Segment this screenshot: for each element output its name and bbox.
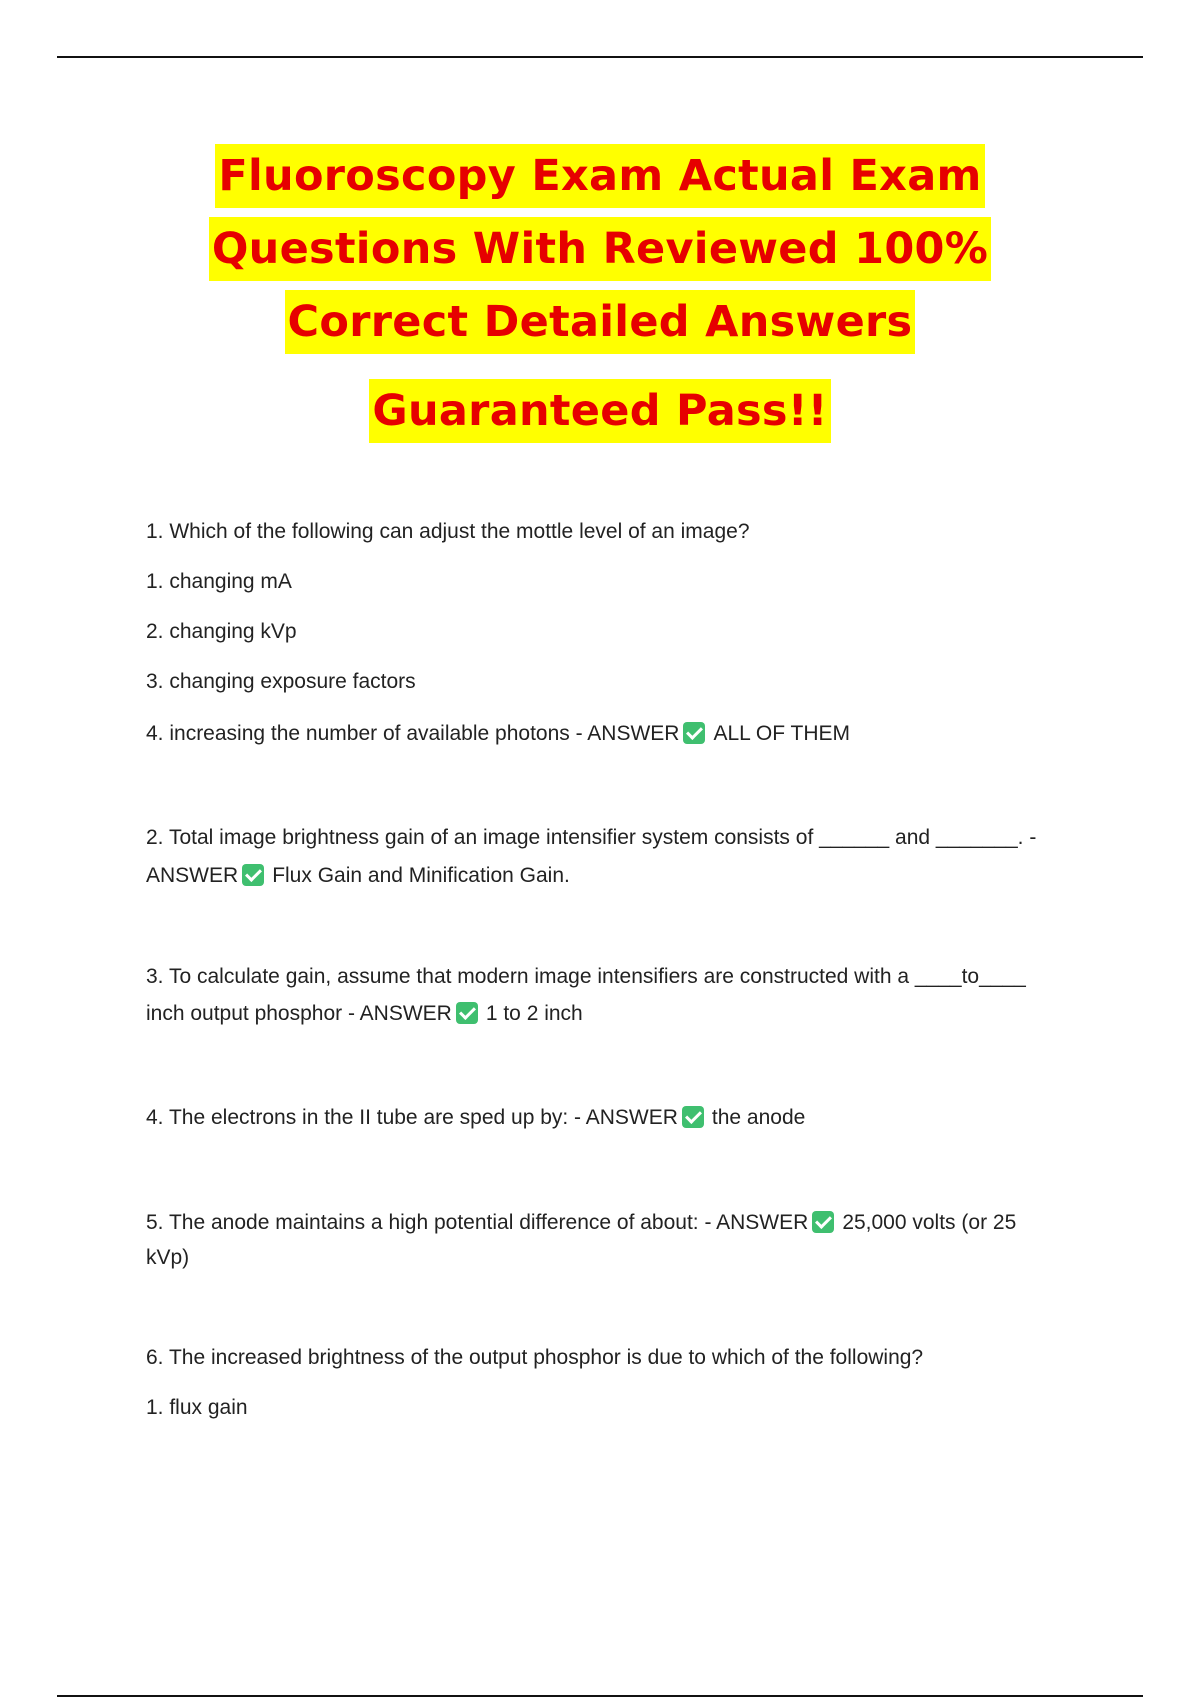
q2-question: 2. Total image brightness gain of an image intensifier system consists of ______ and _______. - <box>146 826 1037 849</box>
q2-answer-prefix: ANSWER <box>146 864 239 887</box>
q5-answer-cont: kVp) <box>146 1246 190 1269</box>
checkmark-icon <box>456 1002 478 1024</box>
q3-answer-line <box>146 1002 583 1026</box>
q5-answer: 25,000 volts (or 25 <box>842 1211 1017 1234</box>
q2-answer: Flux Gain and Minification Gain. <box>272 864 570 887</box>
title-line-1: Fluoroscopy Exam Actual Exam <box>215 144 984 208</box>
q1-option-2: 2. changing kVp <box>146 620 297 643</box>
q5-answer-line <box>146 1211 1016 1235</box>
q6-option-1: 1. flux gain <box>146 1396 248 1419</box>
q1-option-3: 3. changing exposure factors <box>146 670 416 693</box>
q1-answer-line <box>146 722 850 746</box>
q1-option-4: 4. increasing the number of available photons - ANSWER <box>146 722 680 745</box>
q6-question: 6. The increased brightness of the output phosphor is due to which of the following? <box>146 1346 924 1369</box>
top-rule <box>57 56 1143 58</box>
checkmark-icon <box>682 1106 704 1128</box>
q3-question-cont: inch output phosphor - ANSWER <box>146 1002 452 1025</box>
q4-answer: the anode <box>711 1106 806 1129</box>
checkmark-icon <box>683 722 705 744</box>
title-line-2: Questions With Reviewed 100% <box>209 217 991 281</box>
q4-question: 4. The electrons in the II tube are sped up by: - ANSWER <box>146 1106 678 1129</box>
q4-answer-line <box>146 1106 805 1130</box>
q1-answer: ALL OF THEM <box>713 722 850 745</box>
q1-question: 1. Which of the following can adjust the mottle level of an image? <box>146 520 750 543</box>
q5-question: 5. The anode maintains a high potential difference of about: - ANSWER <box>146 1211 809 1234</box>
title-line-4: Guaranteed Pass!! <box>369 379 830 443</box>
q3-answer: 1 to 2 inch <box>485 1002 583 1025</box>
q2-answer-line <box>146 864 570 888</box>
checkmark-icon <box>812 1211 834 1233</box>
q3-question: 3. To calculate gain, assume that modern image intensifiers are constructed with a ____to____ <box>146 965 1026 988</box>
document-title <box>100 144 1100 452</box>
checkmark-icon <box>242 864 264 886</box>
q1-option-1: 1. changing mA <box>146 570 292 593</box>
title-line-3: Correct Detailed Answers <box>285 290 916 354</box>
bottom-rule <box>57 1695 1143 1697</box>
